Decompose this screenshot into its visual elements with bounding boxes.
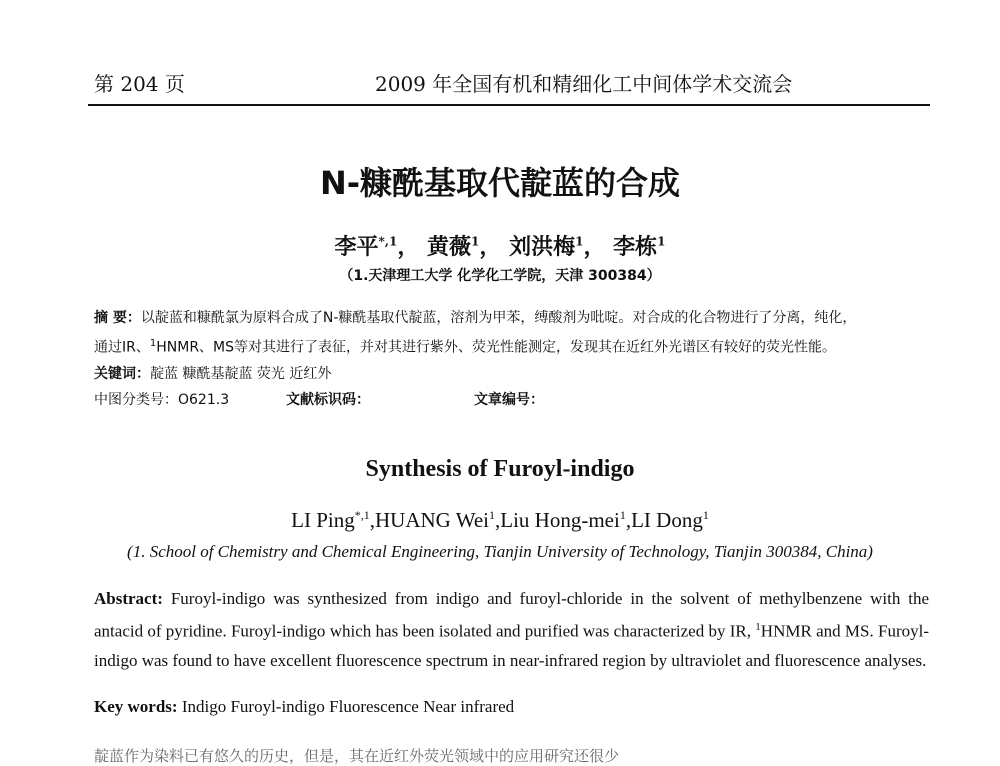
clc-field [94, 387, 229, 413]
title-chinese: N-糠酰基取代靛蓝的合成 [319, 164, 681, 202]
author-cn-1-mark: *,1 [378, 234, 398, 249]
keywords-cn-label: 关键词： [94, 365, 150, 382]
authors-chinese: 李平$^{*,1}$， 黄薇$^1$， 刘洪梅$^1$， 李栋$^1$ [334, 234, 666, 260]
conference-name: 2009 年全国有机和精细化工中间体学术交流会 [375, 72, 793, 96]
keywords-english [94, 697, 514, 717]
abstract-cn-label: 摘 要： [94, 310, 141, 326]
affiliation-chinese: （1.天津理工大学 化学化工学院，天津 300384） [339, 268, 661, 284]
abstract-chinese [94, 305, 934, 413]
author-en-3-mark: 1 [619, 508, 626, 522]
author-cn-2-mark: 1 [471, 234, 480, 249]
abstract-cn-line-1 [94, 305, 934, 331]
keywords-en-text: Indigo Furoyl-indigo Fluorescence Near infrared [181, 697, 515, 716]
author-cn-3-mark: 1 [575, 234, 584, 249]
title-english: Synthesis of Furoyl-indigo [365, 456, 635, 482]
abstract-english [94, 584, 929, 675]
author-cn-4: 李栋 [613, 234, 658, 260]
author-cn-4-mark: 1 [657, 234, 666, 249]
abstract-en-text-1: Furoyl-indigo was synthesized from indigo and furoyl-chloride in the solvent of methylbenzene with the antacid of pyridine. Furoyl-indigo which has been isolated and purified was characterized by IR, [94, 589, 930, 641]
affiliation-english: (1. School of Chemistry and Chemical Engineering, Tianjin University of Technology, Tianjin 300384, China) [127, 542, 873, 561]
abstract-cn-text-2b: HNMR、MS等对其进行了表征，并对其进行紫外、荧光性能测定，发现其在近红外光谱区有较好的荧光性能。 [156, 339, 837, 356]
clc-label: 中图分类号： [94, 391, 178, 408]
abstract-en-label: Abstract: [94, 589, 163, 608]
body-text-cutoff: 靛蓝作为染料已有悠久的历史，但是，其在近红外荧光领域中的应用研究还很少 [94, 747, 620, 765]
abstract-cn-text-1: 以靛蓝和糠酰氯为原料合成了N-糠酰基取代靛蓝，溶剂为甲苯，缚酸剂为吡啶。对合成的化合物进行了分离，纯化， [140, 310, 857, 326]
author-en-3: Liu Hong-mei [500, 508, 620, 532]
authors-english: LI Ping$^{*,1}$,HUANG Wei$^1$,Liu Hong-mei$^1$,LI Dong$^1$ [291, 508, 709, 532]
article-no-label: 文章编号： [474, 391, 544, 408]
abstract-en-text-2: HNMR and MS. Furoyl-indigo was found to have excellent fluorescence spectrum in near-infrared region by ultraviolet and fluorescence analyses. [94, 621, 930, 670]
author-en-1-mark: *,1 [354, 508, 370, 522]
abstract-en-sup: 1 [755, 621, 761, 633]
author-cn-1: 李平 [334, 234, 379, 260]
keywords-cn [94, 361, 934, 387]
author-en-2: HUANG Wei [375, 508, 490, 532]
abstract-cn-sup: 1 [149, 338, 157, 349]
classification-row [94, 387, 934, 413]
abstract-cn-line-2 [94, 331, 934, 361]
header-rule [88, 104, 930, 106]
keywords-cn-text: 靛蓝 糠酰基靛蓝 荧光 近红外 [150, 365, 332, 382]
author-en-1: LI Ping [291, 508, 355, 532]
author-en-4: LI Dong [631, 508, 703, 532]
author-cn-3: 刘洪梅 [509, 234, 576, 260]
author-en-4-mark: 1 [702, 508, 709, 522]
author-cn-2: 黄薇 [427, 234, 472, 260]
author-en-2-mark: 1 [489, 508, 496, 522]
doc-code-label: 文献标识码： [286, 391, 370, 408]
page-number: 第 204 页 [94, 72, 185, 96]
clc-value: O621.3 [178, 391, 230, 408]
abstract-cn-text-2a: 通过IR、 [94, 339, 150, 356]
keywords-en-label: Key words: [94, 697, 178, 716]
